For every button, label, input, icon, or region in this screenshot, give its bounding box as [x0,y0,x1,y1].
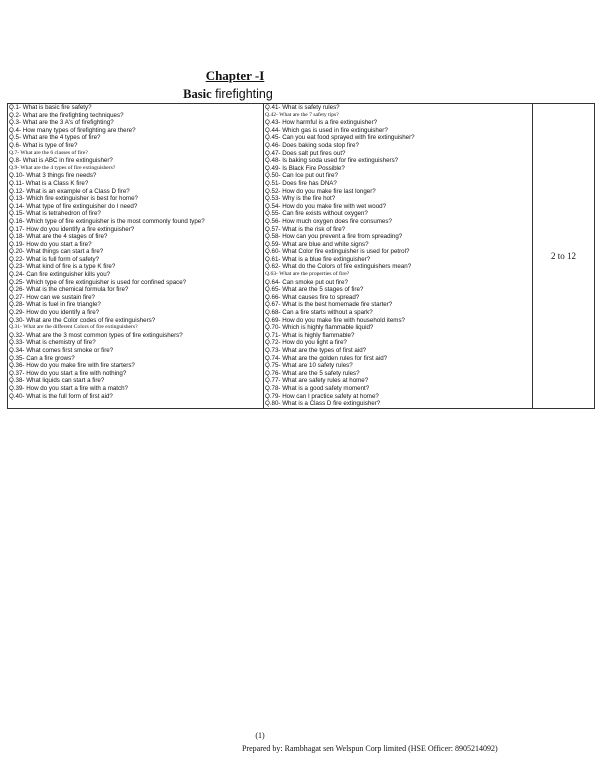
list-item: Q.43- How harmful is a fire extinguisher? [265,119,378,127]
list-item: Q.18- What are the 4 stages of fire? [9,233,108,241]
list-item: Q.40- What is the full form of first aid? [9,392,113,400]
questions-table [7,103,595,409]
list-item: Q.34- What comes first smoke or fire? [9,347,114,354]
list-item: Q.41- What is safety rules? [265,104,340,111]
chapter-heading: Chapter -I [205,68,265,83]
list-item: Q.4- How many types of firefighting are there? [9,126,136,134]
list-item: Q.73- What are the types of first aid? [265,347,367,354]
list-item: Q.77- What are safety rules at home? [265,377,369,385]
list-item: Q.39- How do you start a fire with a match? [9,384,128,392]
list-item: Q.74- What are the golden rules for first aid? [265,354,388,362]
list-item: Q.78- What is a good safety moment? [265,384,370,392]
list-item: Q.20- What things can start a fire? [9,248,104,256]
list-item: Q.16- Which type of fire extinguisher is the most commonly found type? [9,217,205,225]
list-item: Q.44- Which gas is used in fire extinguisher? [265,126,388,134]
list-item: Q.79- How can I practice safety at home? [265,392,379,400]
list-item: Q.45- Can you eat food sprayed with fire extinguisher? [265,134,415,142]
list-item: Q.25- Which type of fire extinguisher is used for confined space? [9,278,187,286]
list-item: Q.13- Which fire extinguisher is best for home? [9,195,138,203]
list-item: Q.2- What are the firefighting techniques? [9,111,124,119]
list-item: Q.27- How can we sustain fire? [9,293,95,301]
list-item: Q.68- Can a fire starts without a spark? [265,309,373,317]
list-item: Q.64- Can smoke put out fire? [265,278,348,286]
list-item: Q.6- What is type of fire? [9,141,78,149]
list-item: Q.59- What are blue and white signs? [265,240,369,248]
pages-cell [533,104,595,409]
list-item: Q.24- Can fire extinguisher kills you? [9,271,111,279]
list-item: Q.1- What is basic fire safety? [9,104,92,111]
list-item: Q.10- What 3 things fire needs? [9,172,97,180]
questions-column-1 [8,104,264,409]
list-item: Q.30- What are the Color codes of fire extinguishers? [9,316,156,324]
list-item: Q.12- What is an example of a Class D fire? [9,187,130,195]
list-item: Q.32- What are the 3 most common types of fire extinguishers? [9,331,183,339]
list-item: Q.56- How much oxygen does fire consumes? [265,217,392,225]
list-item: Q.42- What are the 7 safety tips? [265,111,339,118]
list-item: Q.49- Is Black Fire Possible? [265,164,345,172]
list-item: Q.26- What is the chemical formula for fire? [9,286,129,294]
list-item: Q.66- What causes fire to spread? [265,293,360,301]
list-item: Q.51- Does fire has DNA? [265,179,337,187]
list-item: Q.31- What are the different Colors of fire extinguishers? [9,324,138,331]
list-item: Q.75- What are 10 safety rules? [265,362,353,370]
list-item: Q.61- What is a blue fire extinguisher? [265,255,371,263]
list-item: Q.69- How do you make fire with household items? [265,316,405,324]
title-bold: Basic [183,87,212,101]
list-item: Q.70- Which is highly flammable liquid? [265,324,374,332]
list-item: Q.3- What are the 3 A's of firefighting? [9,119,114,127]
list-item: Q.33- What is chemistry of fire? [9,339,96,347]
list-item: Q.36- How do you make fire with fire starters? [9,362,135,370]
list-item: Q.71- What is highly flammable? [265,331,355,339]
list-item: Q.47- Does salt put fires out? [265,149,346,157]
list-item: Q.52- How do you make fire last longer? [265,187,376,195]
list-item: Q.23- What kind of fire is a type K fire? [9,263,116,271]
list-item: Q.50- Can Ice put out fire? [265,172,338,180]
page-title [0,87,456,102]
list-item: Q.5- What are the 4 types of fire? [9,134,101,142]
list-item: Q.14- What type of fire extinguisher do I need? [9,202,138,210]
list-item: Q.62- What do the Colors of fire extinguishers mean? [265,263,412,271]
list-item: Q.60- What Color fire extinguisher is used for petrol? [265,248,410,256]
list-item: Q.53- Why is the fire hot? [265,195,336,203]
list-item: Q.72- How do you light a fire? [265,339,347,347]
list-item: Q.54- How do you make fire with wet wood? [265,202,387,210]
list-item: Q.22- What is full form of safety? [9,255,100,263]
list-item: Q.46- Does baking soda stop fire? [265,141,359,149]
list-item: Q.55- Can fire exists without oxygen? [265,210,368,218]
title-rest: firefighting [211,87,273,101]
list-item: Q.29- How do you identify a fire? [9,309,100,317]
list-item: Q.9- What are the 4 types of fire extinguishers? [9,164,116,171]
list-item: Q.38- What liquids can start a fire? [9,377,105,385]
list-item: Q.65- What are the 5 stages of fire? [265,286,364,294]
list-item: Q.48- Is baking soda used for fire extinguishers? [265,157,399,165]
page-range: 2 to 12 [550,250,576,261]
list-item: Q.37- How do you start a fire with nothing? [9,369,127,377]
list-item: Q.58- How can you prevent a fire from spreading? [265,233,403,241]
list-item: Q.15- What is tetrahedron of fire? [9,210,101,218]
list-item: Q.76- What are the 5 safety rules? [265,369,360,377]
list-item: Q.11- What is a Class K fire? [9,179,89,187]
list-item: Q.17- How do you identify a fire extinguisher? [9,225,135,233]
list-item: Q.8- What is ABC in fire extinguisher? [9,157,113,165]
list-item: Q.57- What is the risk of fire? [265,225,346,233]
list-item: Q.28- What is fuel in fire triangle? [9,301,101,309]
page-number: (1) [255,731,265,740]
list-item: Q.35- Can a fire grows? [9,354,75,362]
footer: Prepared by: Rambhagat sen Welspun Corp limited (HSE Officer: 8905214092) [242,744,498,753]
list-item: Q.7- What are the 6 classes of fire? [9,149,88,156]
list-item: Q.19- How do you start a fire? [9,240,92,248]
questions-column-2 [264,104,533,409]
list-item: Q.67- What is the best homemade fire starter? [265,301,393,309]
list-item: Q.63- What are the properties of fire? [265,271,350,278]
list-item: Q.80- What is a Class D fire extinguisher? [265,400,381,408]
